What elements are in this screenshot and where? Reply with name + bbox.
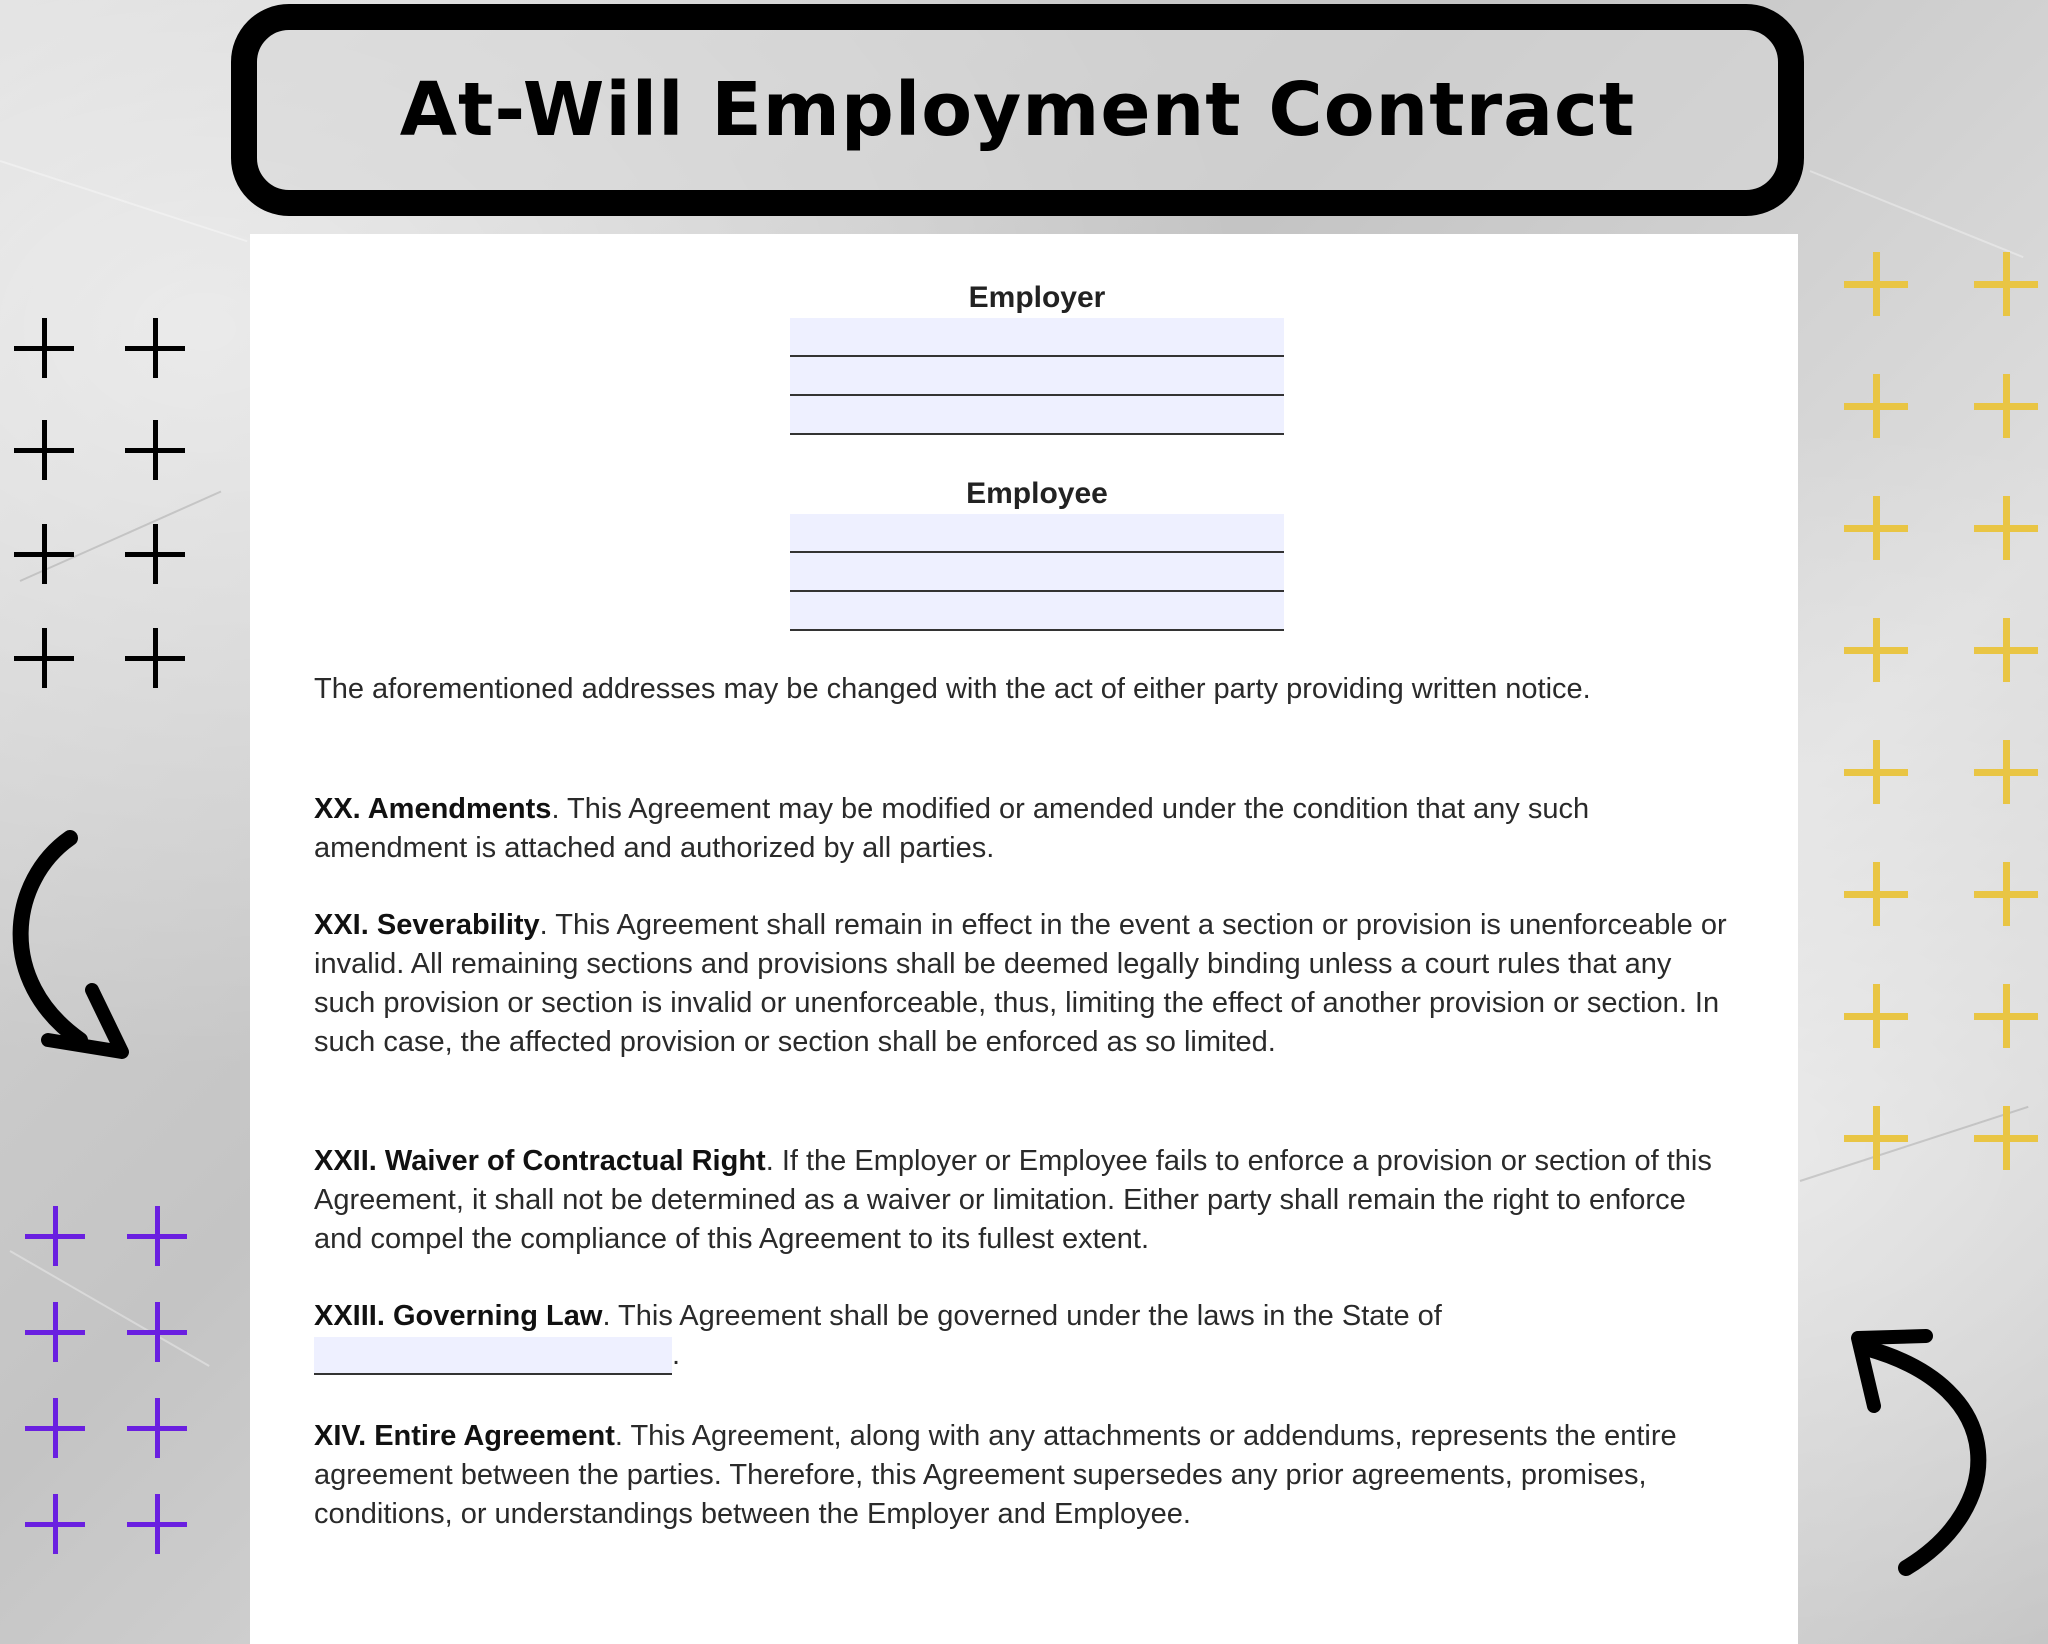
- plus-icon: [127, 1302, 187, 1362]
- plus-icon: [1974, 252, 2038, 316]
- curved-arrow-down-right-icon: [0, 830, 140, 1060]
- section-heading: XXI. Severability: [314, 909, 540, 941]
- section-body: . This Agreement may be modified or amended under the condition that any such amendment is attached and authorized by all parties.: [314, 793, 1590, 864]
- employee-heading: Employee: [966, 477, 1108, 510]
- employer-heading: Employer: [968, 281, 1106, 314]
- section-body: . This Agreement shall be governed under the laws in the State of: [602, 1300, 1442, 1332]
- section-body: . This Agreement, along with any attachments or addendums, represents the entire agreement between the parties. Therefore, this Agreement supersedes any prior agreements, promises, conditions, or understandings between the Employer and Employee.: [314, 1420, 1677, 1530]
- section-amendments: [314, 790, 1740, 868]
- section-body: . If the Employer or Employee fails to enforce a provision or section of this Agreement, it shall not be determined as a waiver or limitation. Either party shall remain the right to enforce and compel the compliance of this Agreement to its fullest extent.: [314, 1145, 1712, 1255]
- plus-icon: [1974, 984, 2038, 1048]
- employer-address-field[interactable]: [790, 396, 1284, 435]
- plus-icon: [1844, 374, 1908, 438]
- employer-address-field[interactable]: [790, 318, 1284, 357]
- plus-icon: [14, 318, 74, 378]
- curved-arrow-up-left-icon: [1846, 1318, 2016, 1578]
- section-heading: XXIII. Governing Law: [314, 1300, 603, 1332]
- state-field-suffix: .: [672, 1339, 681, 1371]
- page-title: At-Will Employment Contract: [399, 67, 1636, 153]
- section-severability: [314, 906, 1740, 1062]
- plus-icon: [125, 524, 185, 584]
- employee-address-block: [790, 474, 1284, 631]
- employee-address-field[interactable]: [790, 514, 1284, 553]
- plus-icon: [25, 1398, 85, 1458]
- section-heading: XXII. Waiver of Contractual Right: [314, 1145, 766, 1177]
- contract-page: [250, 234, 1798, 1644]
- section-heading: XIV. Entire Agreement: [314, 1420, 615, 1452]
- plus-icon: [25, 1302, 85, 1362]
- section-entire-agreement: [314, 1417, 1740, 1534]
- section-waiver: [314, 1142, 1740, 1259]
- section-heading: XX. Amendments: [314, 793, 552, 825]
- plus-icon: [1844, 618, 1908, 682]
- employee-address-field[interactable]: [790, 592, 1284, 631]
- section-governing-law: [314, 1297, 1740, 1375]
- plus-icon: [1844, 740, 1908, 804]
- background-crease: [0, 160, 248, 242]
- plus-icon: [1974, 1106, 2038, 1170]
- plus-icon: [127, 1398, 187, 1458]
- employer-address-block: [790, 278, 1284, 435]
- section-body: . This Agreement shall remain in effect in the event a section or provision is unenforceable or invalid. All remaining sections and provisions shall be deemed legally binding unless a court rules that any such provision or section is invalid or unenforceable, thus, limiting the effect of another provision or section. In such case, the affected provision or section shall be enforced as so limited.: [314, 909, 1727, 1058]
- plus-icon: [1844, 1106, 1908, 1170]
- employee-address-field[interactable]: [790, 553, 1284, 592]
- plus-icon: [125, 420, 185, 480]
- plus-icon: [1844, 984, 1908, 1048]
- plus-icon: [1974, 740, 2038, 804]
- plus-icon: [1844, 252, 1908, 316]
- background-crease: [1810, 170, 2024, 258]
- plus-icon: [1974, 862, 2038, 926]
- plus-icon: [14, 420, 74, 480]
- plus-icon: [25, 1494, 85, 1554]
- plus-icon: [1844, 862, 1908, 926]
- plus-icon: [1974, 618, 2038, 682]
- plus-icon: [1974, 496, 2038, 560]
- plus-icon: [25, 1206, 85, 1266]
- plus-icon: [1974, 374, 2038, 438]
- employer-address-field[interactable]: [790, 357, 1284, 396]
- plus-icon: [125, 318, 185, 378]
- state-field[interactable]: [314, 1337, 672, 1375]
- plus-icon: [14, 628, 74, 688]
- plus-icon: [1844, 496, 1908, 560]
- plus-icon: [127, 1206, 187, 1266]
- plus-icon: [125, 628, 185, 688]
- address-note: The aforementioned addresses may be changed with the act of either party providing written notice.: [314, 673, 1591, 705]
- plus-icon: [127, 1494, 187, 1554]
- plus-icon: [14, 524, 74, 584]
- title-banner: [231, 4, 1804, 216]
